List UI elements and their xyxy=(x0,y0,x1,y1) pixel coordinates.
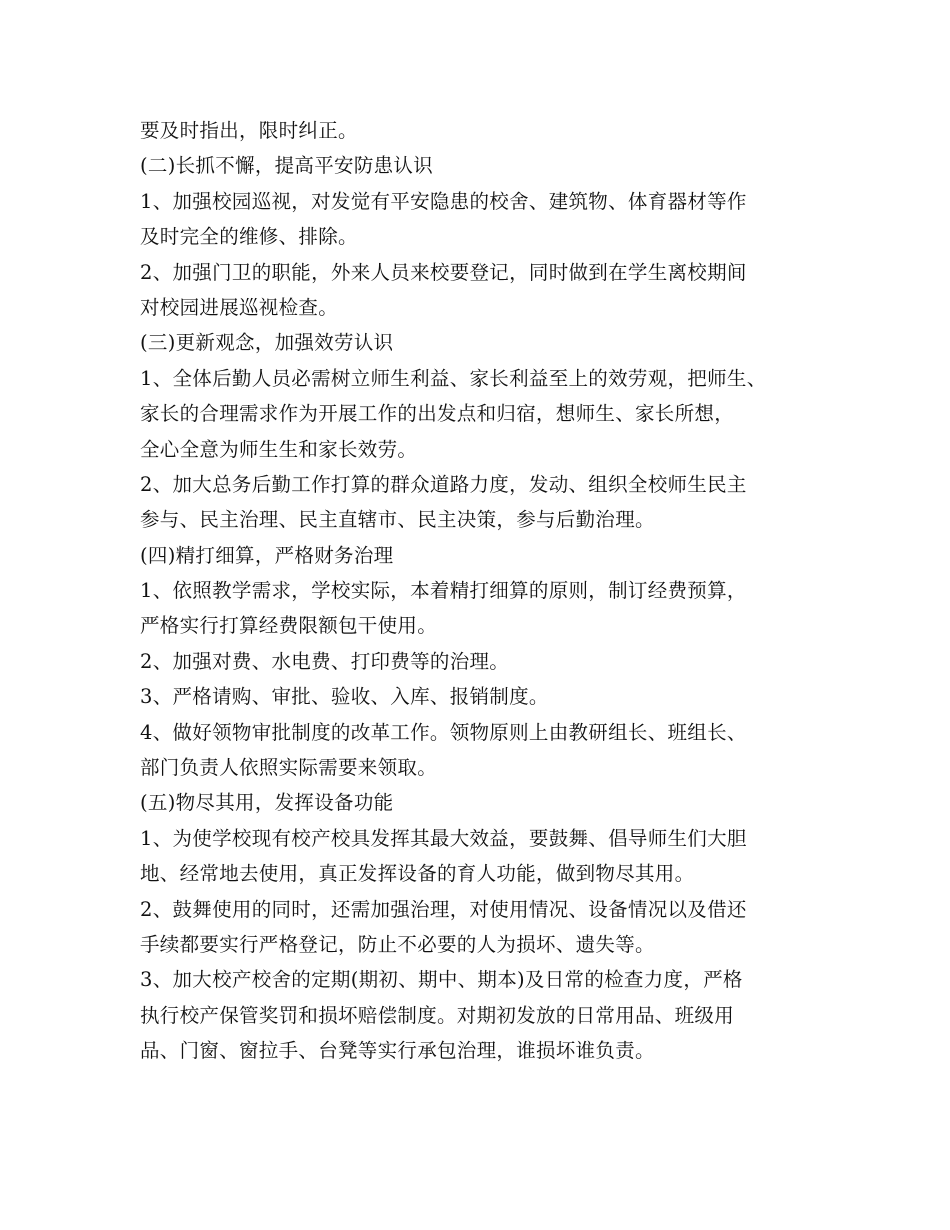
text-line: 2、鼓舞使用的同时，还需加强治理，对使用情况、设备情况以及借还 xyxy=(140,897,747,921)
text-line: 部门负责人依照实际需要来领取。 xyxy=(140,756,438,780)
section-heading: (二)长抓不懈，提高平安防患认识 xyxy=(140,154,434,178)
text-line: 地、经常地去使用，真正发挥设备的育人功能，做到物尽其用。 xyxy=(140,862,695,886)
text-line: 2、加强对费、水电费、打印费等的治理。 xyxy=(140,649,510,673)
text-line: 家长的合理需求作为开展工作的出发点和归宿，想师生、家长所想， xyxy=(140,402,735,426)
text-line: 全心全意为师生生和家长效劳。 xyxy=(140,437,418,461)
text-line: 1、全体后勤人员必需树立师生利益、家长利益至上的效劳观，把师生、 xyxy=(140,366,767,390)
text-line: 手续都要实行严格登记，防止不必要的人为损坏、遗失等。 xyxy=(140,932,655,956)
text-line: 4、做好领物审批制度的改革工作。领物原则上由教研组长、班组长、 xyxy=(140,720,747,744)
text-line: 1、依照教学需求，学校实际，本着精打细算的原则，制订经费预算， xyxy=(140,579,747,603)
text-line: 严格实行打算经费限额包干使用。 xyxy=(140,614,438,638)
section-heading: (五)物尽其用，发挥设备功能 xyxy=(140,791,394,815)
section-heading: (三)更新观念，加强效劳认识 xyxy=(140,331,394,355)
text-line: 及时完全的维修、排除。 xyxy=(140,225,358,249)
section-heading: (四)精打细算，严格财务治理 xyxy=(140,543,394,567)
text-line: 2、加强门卫的职能，外来人员来校要登记，同时做到在学生离校期间 xyxy=(140,260,747,284)
text-line: 品、门窗、窗拉手、台凳等实行承包治理，谁损坏谁负责。 xyxy=(140,1039,655,1063)
text-line: 1、为使学校现有校产校具发挥其最大效益，要鼓舞、倡导师生们大胆 xyxy=(140,826,747,850)
text-line: 执行校产保管奖罚和损坏赔偿制度。对期初发放的日常用品、班级用 xyxy=(140,1003,735,1027)
document-body xyxy=(140,113,820,1069)
text-line: 对校园进展巡视检查。 xyxy=(140,295,339,319)
text-line: 1、加强校园巡视，对发觉有平安隐患的校舍、建筑物、体育器材等作 xyxy=(140,189,747,213)
text-line: 3、加大校产校舍的定期(期初、期中、期本)及日常的检查力度，严格 xyxy=(140,968,743,992)
text-line: 2、加大总务后勤工作打算的群众道路力度，发动、组织全校师生民主 xyxy=(140,472,747,496)
text-line: 3、严格请购、审批、验收、入库、报销制度。 xyxy=(140,685,549,709)
text-line: 要及时指出，限时纠正。 xyxy=(140,119,358,142)
text-line: 参与、民主治理、民主直辖市、民主决策，参与后勤治理。 xyxy=(140,508,655,532)
